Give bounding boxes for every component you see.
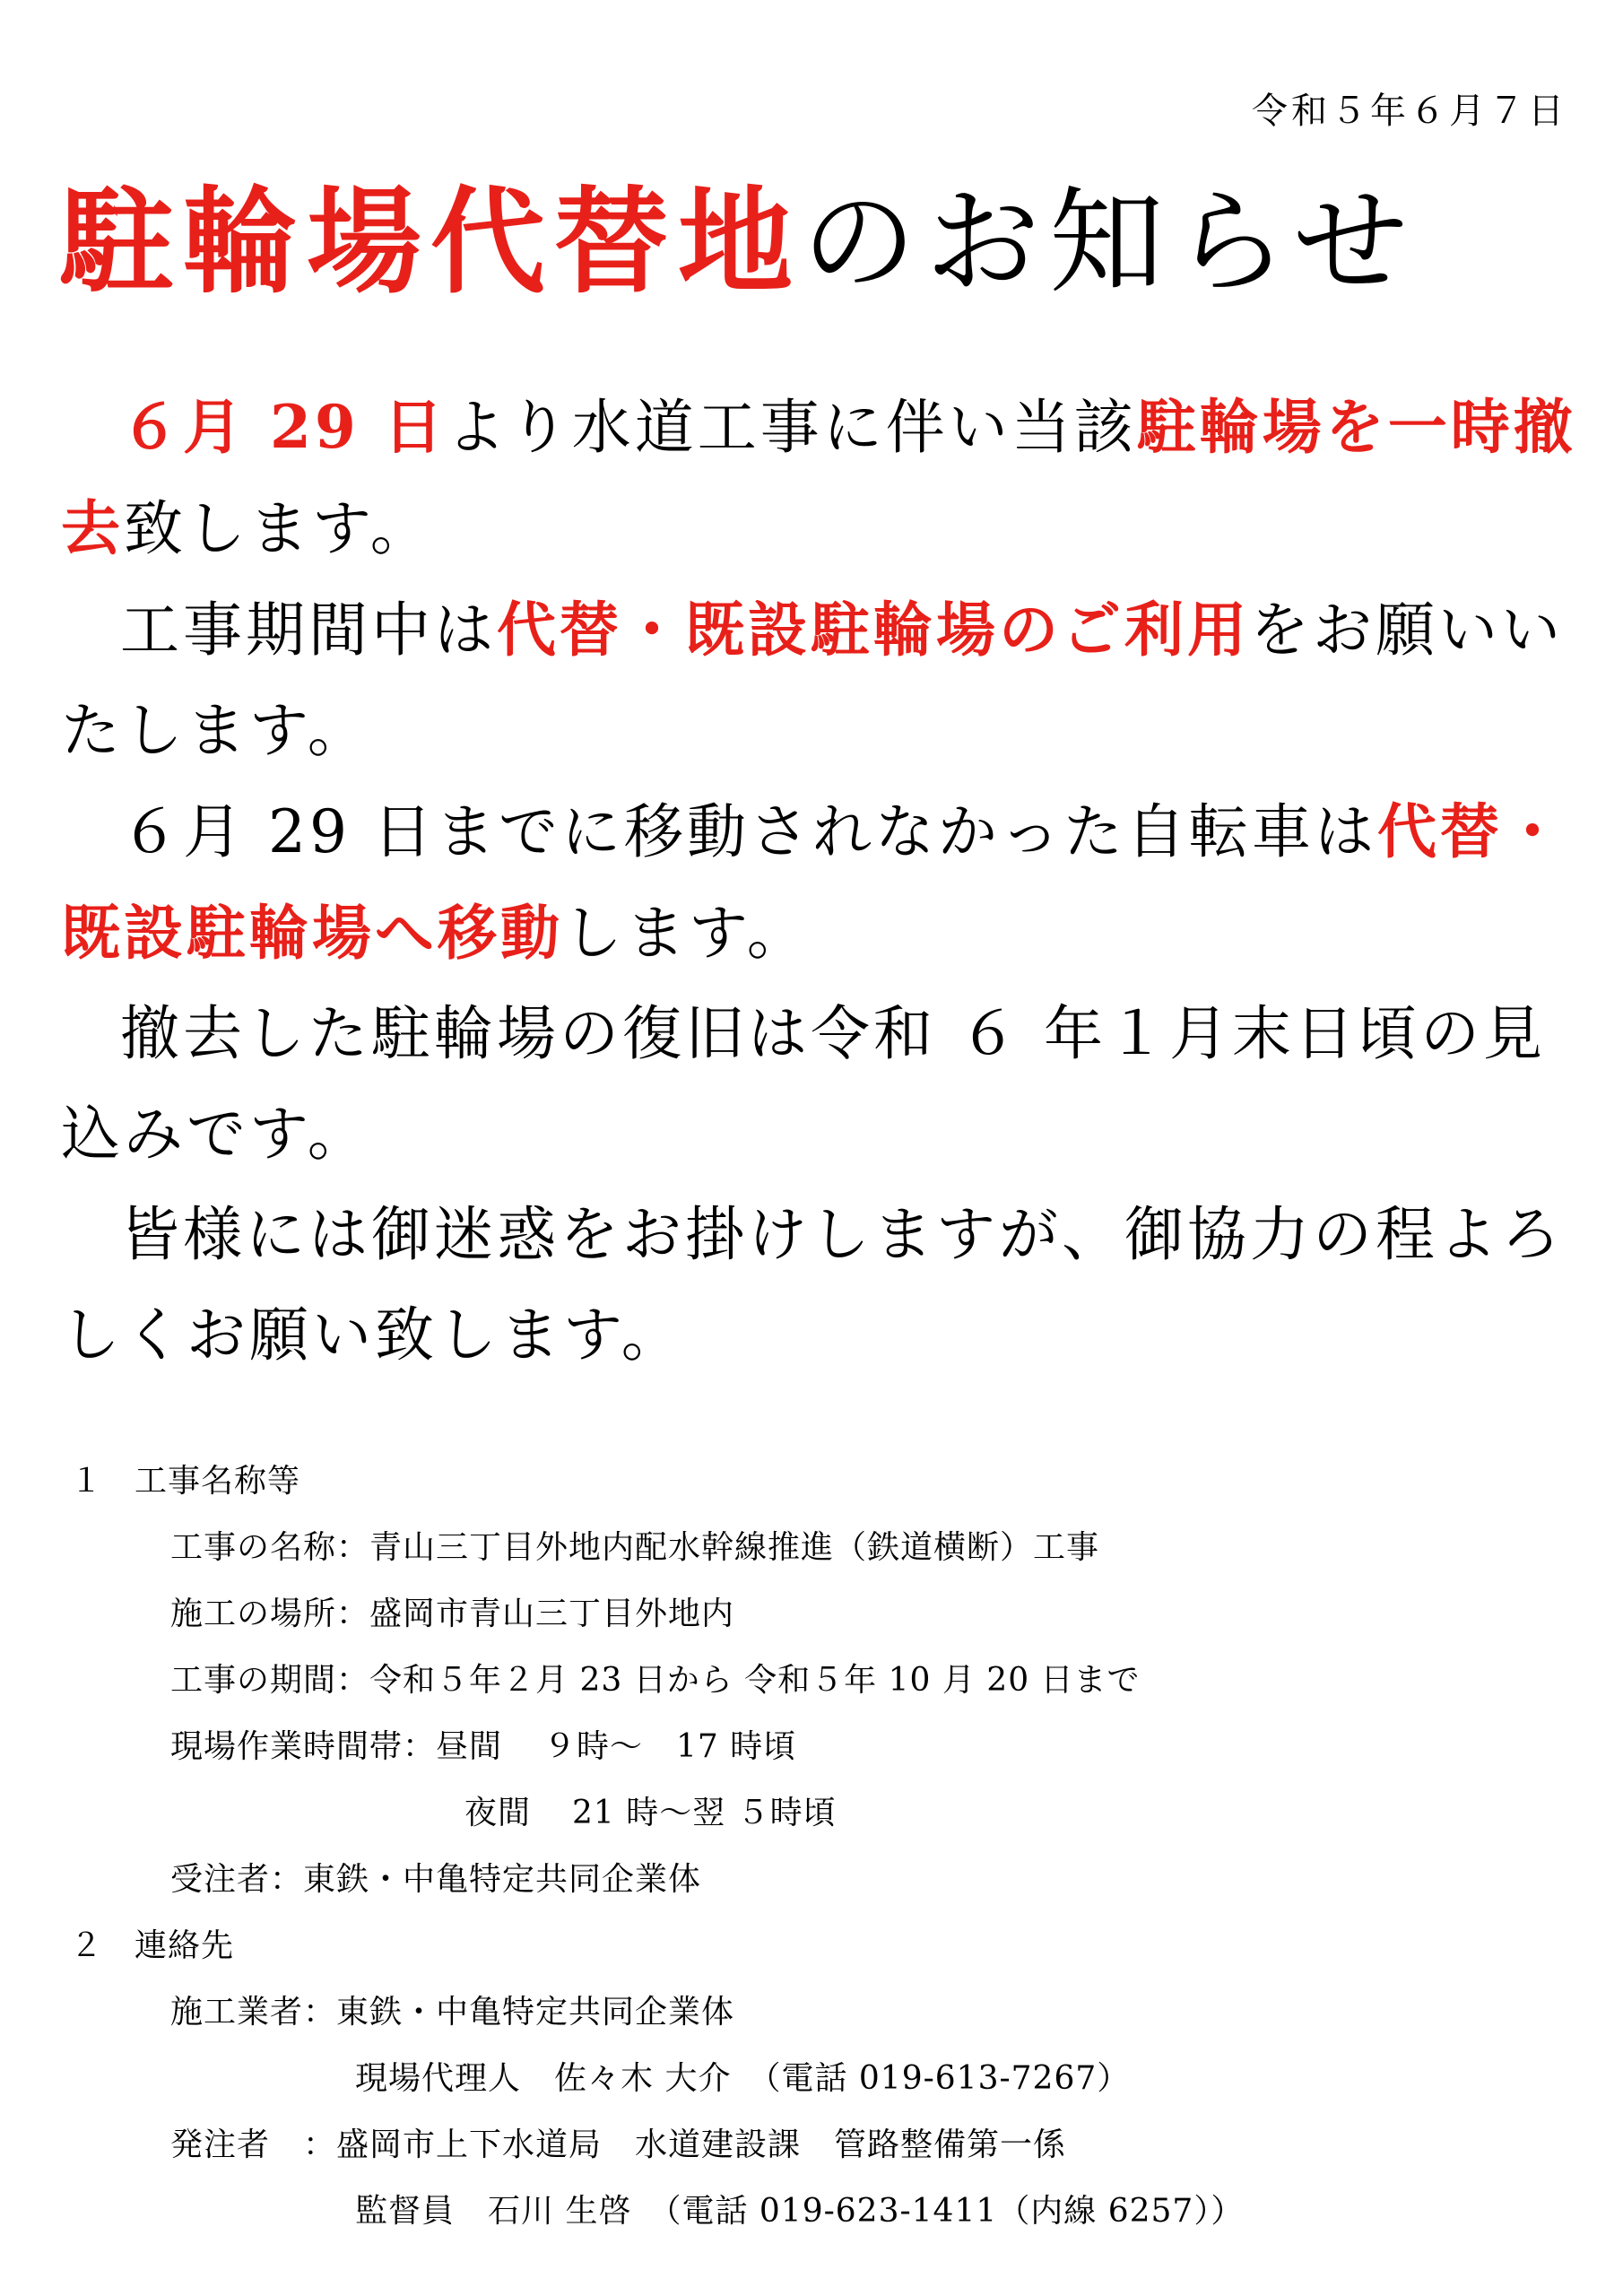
project-period-label: 工事の期間： (170, 1662, 370, 1699)
alternative-end: をお願いいたします。 (61, 596, 1564, 765)
paragraph-alternative (61, 579, 1576, 781)
project-place-value: 盛岡市青山三丁目外地内 (369, 1596, 735, 1632)
removal-notice: 駐輪場を一時撤去 (61, 392, 1576, 563)
alternative-highlight: 代替・既設駐輪場のご利用 (497, 595, 1250, 665)
section1-title: 工事名称等 (135, 1463, 301, 1500)
section1-heading (70, 1448, 1558, 1515)
removal-end: 致します。 (124, 494, 433, 563)
removal-date: ６月 29 日 (120, 392, 447, 462)
section1-number: １ (70, 1463, 104, 1500)
project-name-value: 青山三丁目外地内配水幹線推進（鉄道横断）工事 (369, 1529, 1100, 1566)
night-hours-value: 21 時～翌 ５時頃 (572, 1795, 837, 1831)
project-place-label: 施工の場所： (170, 1596, 370, 1632)
notice-title (59, 176, 1417, 310)
paragraph-removal (61, 377, 1576, 579)
orderer-contact: 監督員 石川 生啓 （電話 019-623-1411（内線 6257）） (355, 2193, 1245, 2230)
project-name-label: 工事の名称： (170, 1529, 370, 1566)
contractor-value: 東鉄・中亀特定共同企業体 (303, 1861, 702, 1898)
apology-text: 皆様には御迷惑をお掛けしますが、御協力の程よろしくお願い致します。 (61, 1200, 1564, 1370)
contractor-row (70, 1847, 1558, 1913)
title-rest: のお知らせ (802, 176, 1418, 309)
title-highlight: 駐輪場代替地 (59, 176, 803, 309)
project-period-value: 令和５年２月 23 日から 令和５年 10 月 20 日まで (369, 1662, 1141, 1699)
night-hours-row (70, 1780, 1558, 1847)
alternative-start: 工事期間中は (120, 596, 497, 665)
project-place-row (70, 1581, 1558, 1648)
orderer-contact-row (70, 2179, 1558, 2245)
removal-reason: より水道工事に伴い当該 (446, 393, 1137, 462)
builder-contact-row (70, 2046, 1558, 2112)
day-hours-label: 昼間 (436, 1728, 503, 1765)
orderer-row (70, 2112, 1558, 2179)
project-details (70, 1448, 1558, 2245)
paragraph-restoration (61, 984, 1576, 1185)
restoration-text: 撤去した駐輪場の復旧は令和 ６ 年１月末日頃の見込みです。 (61, 999, 1546, 1169)
relocation-start: ６月 29 日までに移動されなかった自転車は (120, 797, 1377, 866)
paragraph-apology (61, 1185, 1576, 1386)
relocation-end: します。 (563, 899, 810, 968)
section2-title: 連絡先 (135, 1927, 235, 1964)
work-hours-row (70, 1714, 1558, 1780)
contractor-label: 受注者： (170, 1861, 304, 1898)
section2-heading (70, 1913, 1558, 1979)
work-hours-label: 現場作業時間帯： (170, 1728, 437, 1765)
notice-date: 令和５年６月７日 (1252, 91, 1567, 132)
orderer-label: 発注者 ： (170, 2126, 337, 2163)
paragraph-relocation (61, 781, 1576, 984)
builder-value: 東鉄・中亀特定共同企業体 (336, 1994, 735, 2031)
day-hours-value: ９時～ 17 時頃 (543, 1728, 797, 1765)
section2-number: ２ (70, 1927, 104, 1964)
notice-body (61, 377, 1576, 1386)
builder-contact: 現場代理人 佐々木 大介 （電話 019-613-7267） (355, 2060, 1131, 2097)
builder-row (70, 1979, 1558, 2046)
night-hours-label: 夜間 (464, 1795, 532, 1831)
project-name-row (70, 1515, 1558, 1581)
builder-label: 施工業者： (170, 1994, 337, 2031)
orderer-value: 盛岡市上下水道局 水道建設課 管路整備第一係 (336, 2126, 1067, 2163)
project-period-row (70, 1648, 1558, 1714)
relocation-highlight: 代替・既設駐輪場へ移動 (61, 796, 1566, 968)
